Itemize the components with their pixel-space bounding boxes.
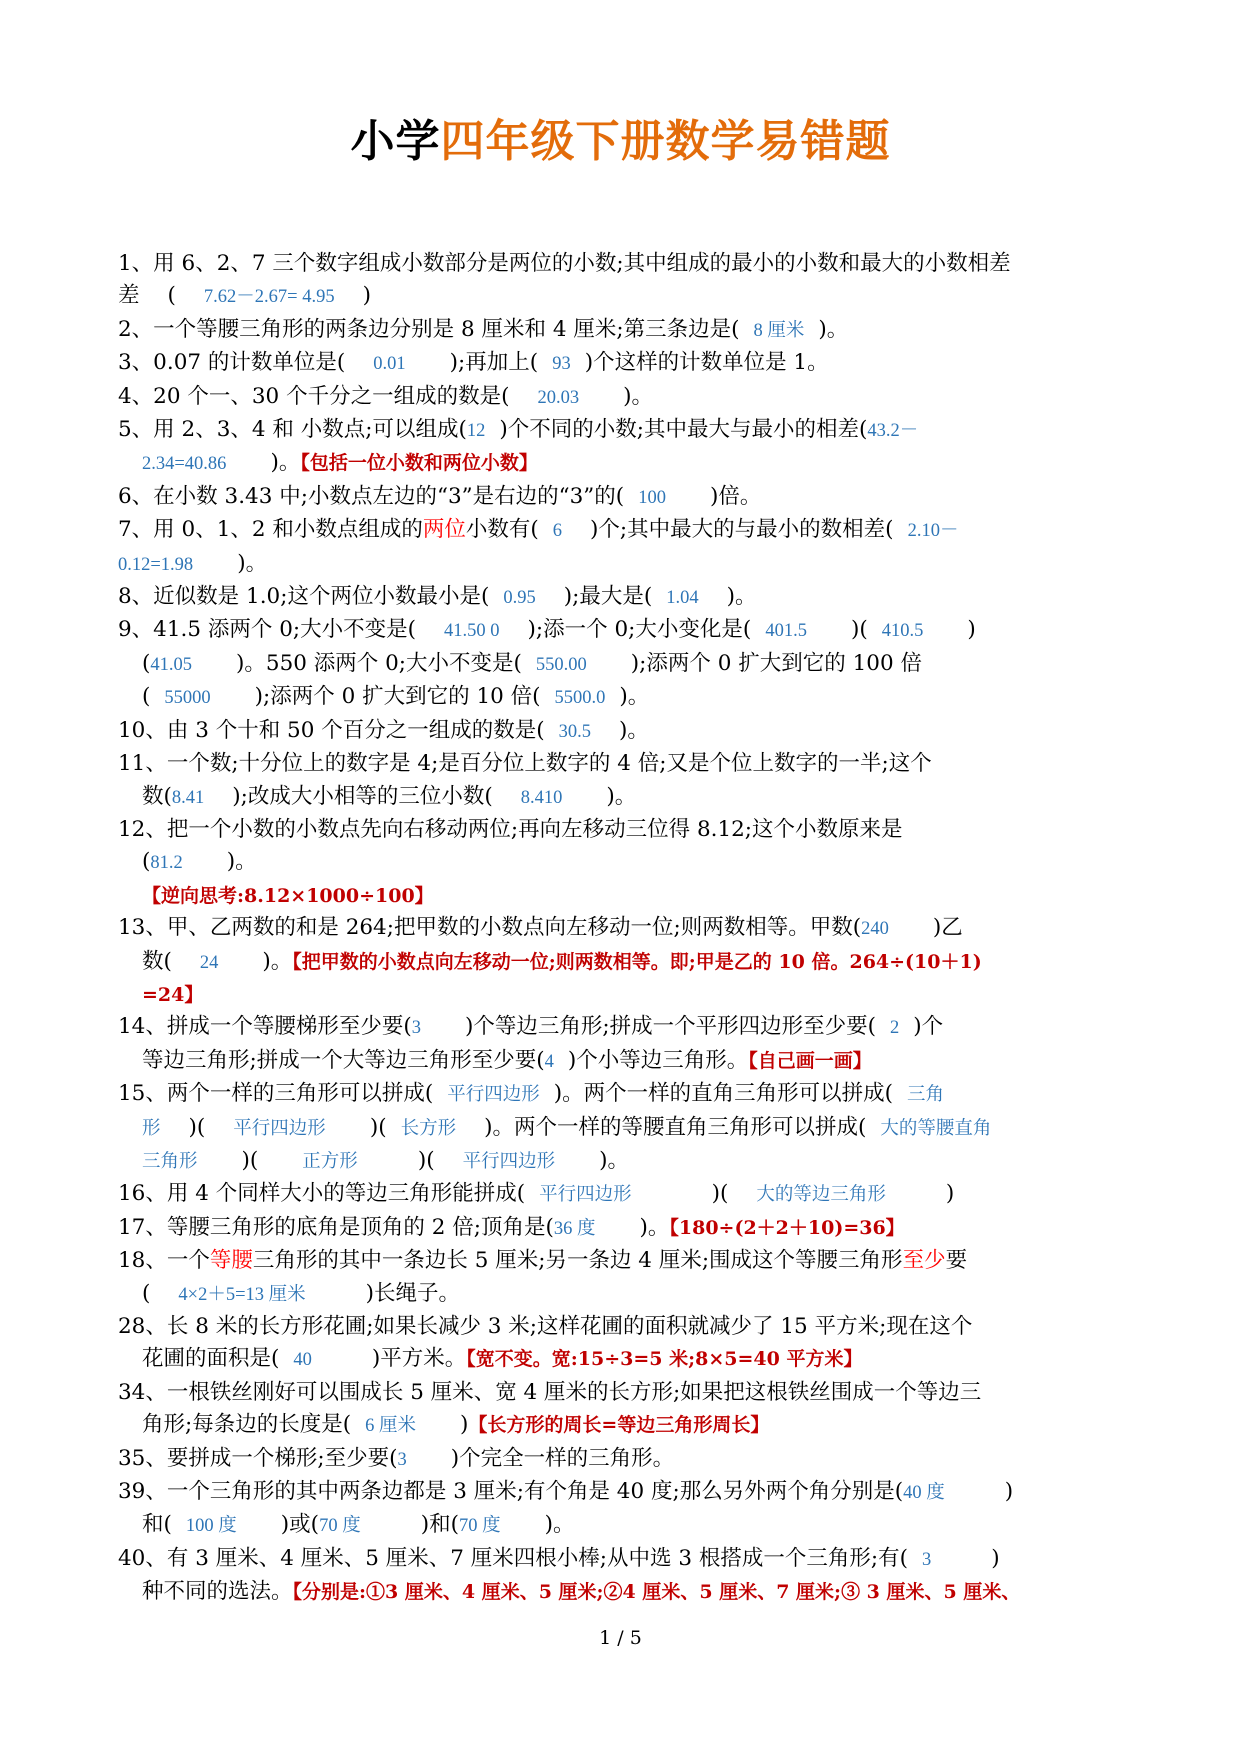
question-39 xyxy=(118,1476,1122,1543)
question-text-3: )个 xyxy=(913,1014,944,1040)
question-7 xyxy=(118,514,1122,581)
question-text: 10、由 3 个十和 50 个百分之一组成的数是( xyxy=(118,717,545,743)
question-15 xyxy=(118,1078,1122,1178)
note: 【宽不变。宽:15÷3=5 米;8×5=40 平方米】 xyxy=(466,1348,863,1371)
question-text: 28、长 8 米的长方形花圃;如果长减少 3 米;这样花圃的面积就减少了 15 平方米;现在这个 xyxy=(118,1314,973,1339)
question-text-end: )。 xyxy=(726,584,757,610)
question-2 xyxy=(118,314,1122,347)
question-text-end: )。 xyxy=(262,948,293,974)
question-text-3: 数( xyxy=(142,948,172,974)
answer: 平行四边形 xyxy=(539,1185,632,1206)
answer-2b: 0.12=1.98 xyxy=(118,554,194,575)
answer: 12 xyxy=(466,421,486,442)
question-text-3: 要 xyxy=(945,1248,968,1274)
note: 【分别是:①3 厘米、4 厘米、5 厘米;②4 厘米、5 厘米、7 厘米;③ 3 厘米、5 厘米、 xyxy=(292,1581,1021,1604)
question-text: 39、一个三角形的其中两条边都是 3 厘米;有个角是 40 度;那么另外两个角分别是( xyxy=(118,1479,904,1505)
question-text-end: )个完全一样的三角形。 xyxy=(450,1445,675,1471)
question-9 xyxy=(118,614,1122,714)
answer: 0.95 xyxy=(503,588,536,609)
question-text-end: )。 xyxy=(619,684,650,710)
question-16 xyxy=(118,1178,1122,1211)
question-text-end: )。 xyxy=(606,783,637,809)
answer: 3 xyxy=(411,1018,421,1039)
question-text-3: )( xyxy=(188,1114,206,1140)
question-text-end: )。 xyxy=(544,1512,575,1538)
question-text-end: )。 xyxy=(639,1214,670,1240)
question-text-5: )和( xyxy=(420,1512,459,1538)
question-text-2: 角形;每条边的长度是( xyxy=(142,1412,352,1438)
question-text: 9、41.5 添两个 0;大小不变是( xyxy=(118,617,417,643)
question-12 xyxy=(118,814,1122,912)
answer: 6 xyxy=(552,521,563,542)
answer-2: 100 度 xyxy=(185,1516,237,1537)
question-14 xyxy=(118,1011,1122,1078)
answer: 0.01 xyxy=(373,354,406,375)
emphasis: 等腰 xyxy=(209,1248,253,1274)
bracket: 差 xyxy=(118,283,140,309)
answer: 8 厘米 xyxy=(753,320,805,341)
answer-2: 24 xyxy=(199,952,219,973)
question-text-4: )或( xyxy=(280,1512,320,1538)
question-text-mid: )个;其中最大的与最小的数相差( xyxy=(590,517,894,543)
question-text-5: ( xyxy=(142,650,151,676)
answer-5: 550.00 xyxy=(535,654,587,675)
question-8 xyxy=(118,581,1122,614)
question-text-4: 等边三角形;拼成一个大等边三角形至少要( xyxy=(142,1047,545,1073)
question-text-end: )。 xyxy=(619,717,649,743)
question-5 xyxy=(118,414,1122,481)
question-18 xyxy=(118,1245,1122,1311)
question-text: 17、等腰三角形的底角是顶角的 2 倍;顶角是( xyxy=(118,1214,554,1240)
question-text: 12、把一个小数的小数点先向右移动两位;再向左移动三位得 8.12;这个小数原来是 xyxy=(118,816,903,842)
note: 【自己画一画】 xyxy=(748,1049,872,1072)
answer-5a: 大的等腰直角 xyxy=(880,1118,992,1139)
question-text: 3、0.07 的计数单位是( xyxy=(118,350,346,376)
question-text-9: );添两个 0 扩大到它的 10 倍( xyxy=(254,684,541,710)
question-text-end: )个小等边三角形。 xyxy=(567,1047,749,1073)
question-text-6: )。550 添两个 0;大小不变是( xyxy=(236,650,522,676)
question-34 xyxy=(118,1377,1122,1443)
answer-1: 41.50 0 xyxy=(444,621,500,642)
question-text-3: 种不同的选法。 xyxy=(142,1579,293,1605)
note: 【包括一位小数和两位小数】 xyxy=(300,452,538,475)
answer-7: 平行四边形 xyxy=(462,1151,556,1172)
answer-2: 大的等边三角形 xyxy=(756,1185,886,1206)
question-text-5: )。两个一样的等腰直角三角形可以拼成( xyxy=(484,1114,867,1140)
answer-2b: 2.34=40.86 xyxy=(142,454,227,475)
question-1 xyxy=(118,248,1122,314)
note: 【逆向思考:8.12×1000÷100】 xyxy=(142,884,434,907)
page-title xyxy=(0,112,1241,172)
answer: 100 xyxy=(638,487,666,508)
answer: 36 度 xyxy=(553,1218,596,1239)
question-text: 11、一个数;十分位上的数字是 4;是百分位上数字的 4 倍;又是个位上数字的一半;这个 xyxy=(118,751,932,777)
answer: 30.5 xyxy=(558,721,591,742)
title-part-1: 小学 xyxy=(350,116,441,167)
answer: 8.41 xyxy=(171,787,205,808)
question-text: 35、要拼成一个梯形;至少要( xyxy=(118,1445,398,1471)
question-text-2: 小数有( xyxy=(465,517,539,543)
question-text: 4、20 个一、30 个千分之一组成的数是( xyxy=(118,383,510,409)
question-text: 14、拼成一个等腰梯形至少要( xyxy=(118,1014,412,1040)
answer-2a: 2.10－ xyxy=(907,521,959,542)
question-text-2: )。两个一样的直角三角形可以拼成( xyxy=(553,1081,894,1107)
note-2: =24】 xyxy=(142,983,204,1006)
bracket-open: ( xyxy=(167,283,176,309)
question-text-end: )。 xyxy=(623,383,653,409)
answer-3: 70 度 xyxy=(319,1516,361,1537)
question-text-end: )。 xyxy=(270,450,301,476)
question-text-3: )( xyxy=(850,617,868,643)
answer: 81.2 xyxy=(150,853,183,874)
question-6 xyxy=(118,481,1122,514)
answer: 6 厘米 xyxy=(365,1416,417,1437)
answer-2: 93 xyxy=(552,354,571,375)
question-text-end: )长绳子。 xyxy=(365,1280,461,1306)
bracket-close: ) xyxy=(362,283,371,309)
question-text-end: ) xyxy=(945,1181,955,1207)
page-number: 1 / 5 xyxy=(599,1627,642,1649)
question-4 xyxy=(118,381,1122,414)
question-text: 5、用 2、3、4 和 小数点;可以组成( xyxy=(118,417,467,443)
answer-2: 2 xyxy=(890,1018,900,1039)
question-text: 8、近似数是 1.0;这个两位小数最小是( xyxy=(118,584,490,610)
title-part-2: 四年级下册数学易错题 xyxy=(440,116,891,167)
answer-2a: 三角 xyxy=(907,1085,945,1106)
question-text-2: );添一个 0;大小变化是( xyxy=(527,617,752,643)
question-35 xyxy=(118,1443,1122,1476)
question-28 xyxy=(118,1311,1122,1377)
emphasis: 两位 xyxy=(422,517,466,543)
question-3 xyxy=(118,347,1122,380)
answer-2a: 43.2－ xyxy=(867,421,919,442)
emphasis-2: 至少 xyxy=(902,1248,946,1274)
question-text-8: ( xyxy=(142,684,151,710)
question-text: 2、一个等腰三角形的两条边分别是 8 厘米和 4 厘米;第三条边是( xyxy=(118,316,740,342)
answer-4: 70 度 xyxy=(458,1516,501,1537)
question-text-4: ) xyxy=(967,617,976,643)
question-text-2: ) xyxy=(991,1545,1000,1571)
answer-7: 5500.0 xyxy=(554,688,606,709)
question-text-2: 花圃的面积是( xyxy=(142,1346,280,1372)
question-text-mid: );再加上( xyxy=(449,350,539,376)
answer: 40 度 xyxy=(903,1483,945,1504)
question-text-2: 三角形的其中一条边长 5 厘米;另一条边 4 厘米;围成这个等腰三角形 xyxy=(252,1248,903,1274)
question-text-end: )平方米。 xyxy=(371,1346,467,1372)
answer-2: 401.5 xyxy=(765,621,807,642)
question-17 xyxy=(118,1212,1122,1245)
question-10 xyxy=(118,715,1122,748)
question-11 xyxy=(118,748,1122,814)
answer-6: 55000 xyxy=(164,688,211,709)
question-text-4: ( xyxy=(142,1280,151,1306)
question-text-6: )( xyxy=(241,1147,259,1173)
question-text: 16、用 4 个同样大小的等边三角形能拼成( xyxy=(118,1181,526,1207)
answer-2b: 形 xyxy=(142,1118,161,1139)
note: 【180÷(2＋2＋10)=36】 xyxy=(669,1216,905,1239)
answer-4: 41.05 xyxy=(150,654,193,675)
answer-1: 平行四边形 xyxy=(447,1085,540,1106)
question-text: 40、有 3 厘米、4 厘米、5 厘米、7 厘米四根小棒;从中选 3 根搭成一个三角形;有( xyxy=(118,1545,908,1571)
question-text-end: )。 xyxy=(237,550,268,576)
answer: 7.62－2.67= 4.95 xyxy=(203,287,335,308)
question-text-2: 数( xyxy=(142,783,172,809)
answer: 240 xyxy=(861,919,889,940)
question-text: 13、甲、乙两数的和是 264;把甲数的小数点向左移动一位;则两数相等。甲数( xyxy=(118,915,862,941)
question-text-2: ( xyxy=(142,849,151,875)
question-list xyxy=(118,248,1122,1609)
question-text-7: );添两个 0 扩大到它的 100 倍 xyxy=(630,650,922,676)
answer: 3 xyxy=(397,1449,407,1470)
answer-3: 4 xyxy=(544,1051,554,1072)
answer-3: 410.5 xyxy=(881,621,924,642)
question-text-end: )个这样的计数单位是 1。 xyxy=(584,350,829,376)
question-text-4: )( xyxy=(369,1114,387,1140)
answer-3: 平行四边形 xyxy=(233,1118,326,1139)
question-text-7: )( xyxy=(417,1147,435,1173)
answer-6: 正方形 xyxy=(302,1151,358,1172)
question-40 xyxy=(118,1543,1122,1609)
question-text-2: ) xyxy=(1004,1479,1014,1505)
question-text-end: ) xyxy=(460,1412,469,1438)
question-text: 1、用 6、2、7 三个数字组成小数部分是两位的小数;其中组成的最小的小数和最大的小数相差 xyxy=(118,251,1011,276)
answer-2: 1.04 xyxy=(666,588,699,609)
question-text-end: )倍。 xyxy=(709,483,762,509)
question-text: 6、在小数 3.43 中;小数点左边的“3”是右边的“3”的( xyxy=(118,483,625,509)
question-text-end: )。 xyxy=(599,1147,629,1173)
question-text: 15、两个一样的三角形可以拼成( xyxy=(118,1081,434,1107)
question-text: 7、用 0、1、2 和小数点组成的 xyxy=(118,517,423,543)
question-text: 34、一根铁丝刚好可以围成长 5 厘米、宽 4 厘米的长方形;如果把这根铁丝围成一个等边三 xyxy=(118,1379,982,1405)
note: 【把甲数的小数点向左移动一位;则两数相等。即;甲是乙的 10 倍。264÷(10＋1) xyxy=(292,950,982,973)
question-text-end: )。 xyxy=(226,849,257,875)
note: 【长方形的周长=等边三角形周长】 xyxy=(468,1414,770,1437)
answer: 20.03 xyxy=(537,387,580,408)
question-text-end: )。 xyxy=(818,316,849,342)
question-text-mid: );最大是( xyxy=(563,584,653,610)
question-text-mid: );改成大小相等的三位小数( xyxy=(232,783,493,809)
answer-4: 长方形 xyxy=(400,1118,457,1139)
question-text-2: )个等边三角形;拼成一个平形四边形至少要( xyxy=(465,1014,877,1040)
answer-2: 8.410 xyxy=(520,787,563,808)
question-text-2: )乙 xyxy=(932,915,963,941)
answer: 4×2＋5=13 厘米 xyxy=(178,1284,306,1305)
answer: 40 xyxy=(293,1350,312,1371)
question-text-2: )( xyxy=(711,1181,729,1207)
question-13 xyxy=(118,912,1122,1011)
question-text-mid: )个不同的小数;其中最大与最小的相差( xyxy=(499,417,868,443)
question-text: 18、一个 xyxy=(118,1248,210,1274)
answer-5b: 三角形 xyxy=(142,1151,198,1172)
answer: 3 xyxy=(921,1549,932,1570)
question-text-3: 和( xyxy=(142,1512,172,1538)
